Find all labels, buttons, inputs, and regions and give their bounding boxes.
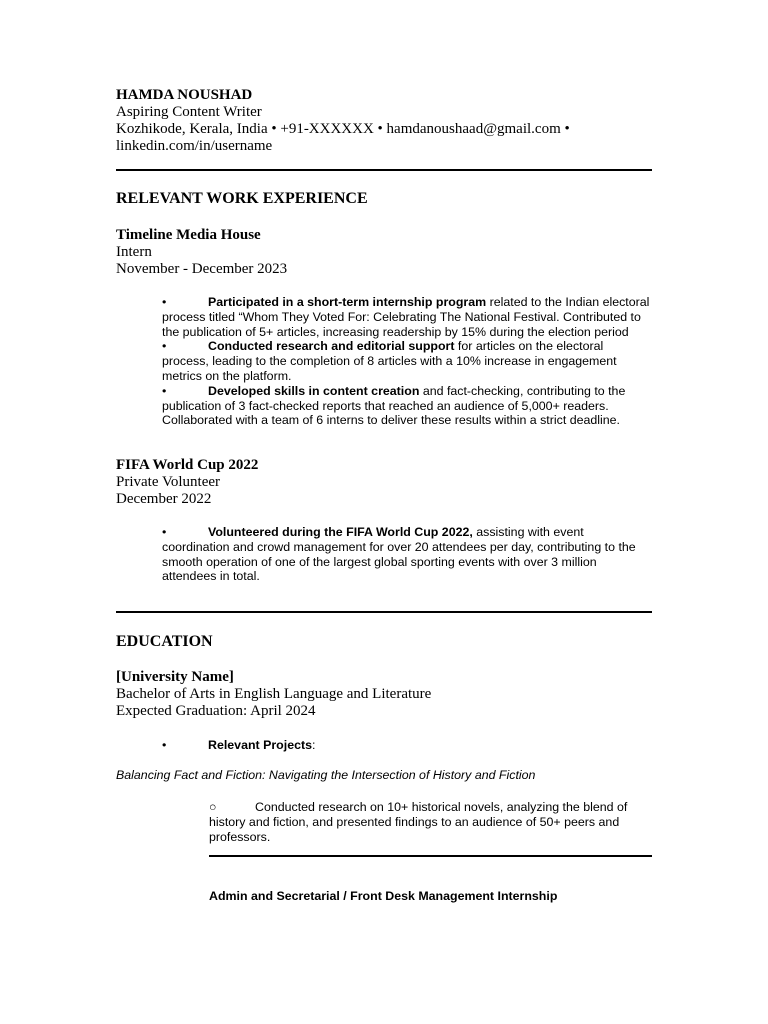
bullet-marker: • <box>162 339 167 354</box>
job-entry-timeline <box>116 227 656 278</box>
list-item: • Conducted research and editorial support for articles on the electoral process, leading to the completion of 8 articles with a 10% increase in engagement metrics on the platform. <box>162 339 617 383</box>
header-divider <box>116 169 652 171</box>
bullet-marker: • <box>162 383 167 398</box>
degree: Bachelor of Arts in English Language and Literature <box>116 686 432 702</box>
job-bullets-fifa <box>162 525 652 584</box>
projects-colon: : <box>312 738 316 752</box>
project-divider <box>209 855 652 857</box>
candidate-role: Aspiring Content Writer <box>116 104 262 120</box>
projects-list <box>162 738 652 753</box>
graduation-date: Expected Graduation: April 2024 <box>116 703 316 719</box>
linkedin-link[interactable]: linkedin.com/in/username <box>116 138 273 154</box>
internship-heading: Admin and Secretarial / Front Desk Management Internship <box>209 889 558 903</box>
list-item <box>162 738 652 753</box>
job-dates: November - December 2023 <box>116 261 288 277</box>
job-position: Intern <box>116 244 152 260</box>
bullet-marker: • <box>162 738 167 752</box>
experience-divider <box>116 611 652 613</box>
projects-label: Relevant Projects <box>208 738 312 752</box>
job-dates: December 2022 <box>116 491 212 507</box>
section-title-experience: RELEVANT WORK EXPERIENCE <box>116 190 368 207</box>
circle-marker: ○ <box>209 800 217 814</box>
list-item: • Developed skills in content creation and fact-checking, contributing to the publication of 3 fact-checked reports that reached an audience of 5,000+ readers. Collaborated with a team of 6 interns to deliver these results within a strict deadline. <box>162 383 626 428</box>
bullet-marker: • <box>162 295 167 309</box>
list-item: • Volunteered during the FIFA World Cup 2022, assisting with event coordination and crowd management for over 20 attendees per day, contributing to the smooth operation of one of the largest global sporting events with over 3 million attendees in total. <box>162 525 636 584</box>
project-title: Balancing Fact and Fiction: Navigating the Intersection of History and Fiction <box>116 768 536 782</box>
list-item: • Participated in a short-term internship program related to the Indian electoral process titled “Whom They Voted For: Celebrating The National Festival. Contributed to the publication of 5+ articles, increasing readership by 15% during the election period <box>162 295 650 339</box>
contact-line: Kozhikode, Kerala, India • +91-XXXXXX • hamdanoushaad@gmail.com • <box>116 121 570 137</box>
school-name: [University Name] <box>116 669 234 685</box>
job-entry-fifa <box>116 457 656 508</box>
bullet-marker: • <box>162 525 167 539</box>
job-bullets-timeline <box>162 295 652 428</box>
candidate-name: HAMDA NOUSHAD <box>116 87 253 103</box>
education-entry <box>116 669 656 720</box>
job-company: Timeline Media House <box>116 227 261 243</box>
resume-header <box>116 86 656 155</box>
project-description: ○ Conducted research on 10+ historical novels, analyzing the blend of history and fiction, and presented findings to an audience of 50+ peers and professors. <box>209 800 628 844</box>
section-title-education: EDUCATION <box>116 633 213 650</box>
job-company: FIFA World Cup 2022 <box>116 457 259 473</box>
job-position: Private Volunteer <box>116 474 221 490</box>
